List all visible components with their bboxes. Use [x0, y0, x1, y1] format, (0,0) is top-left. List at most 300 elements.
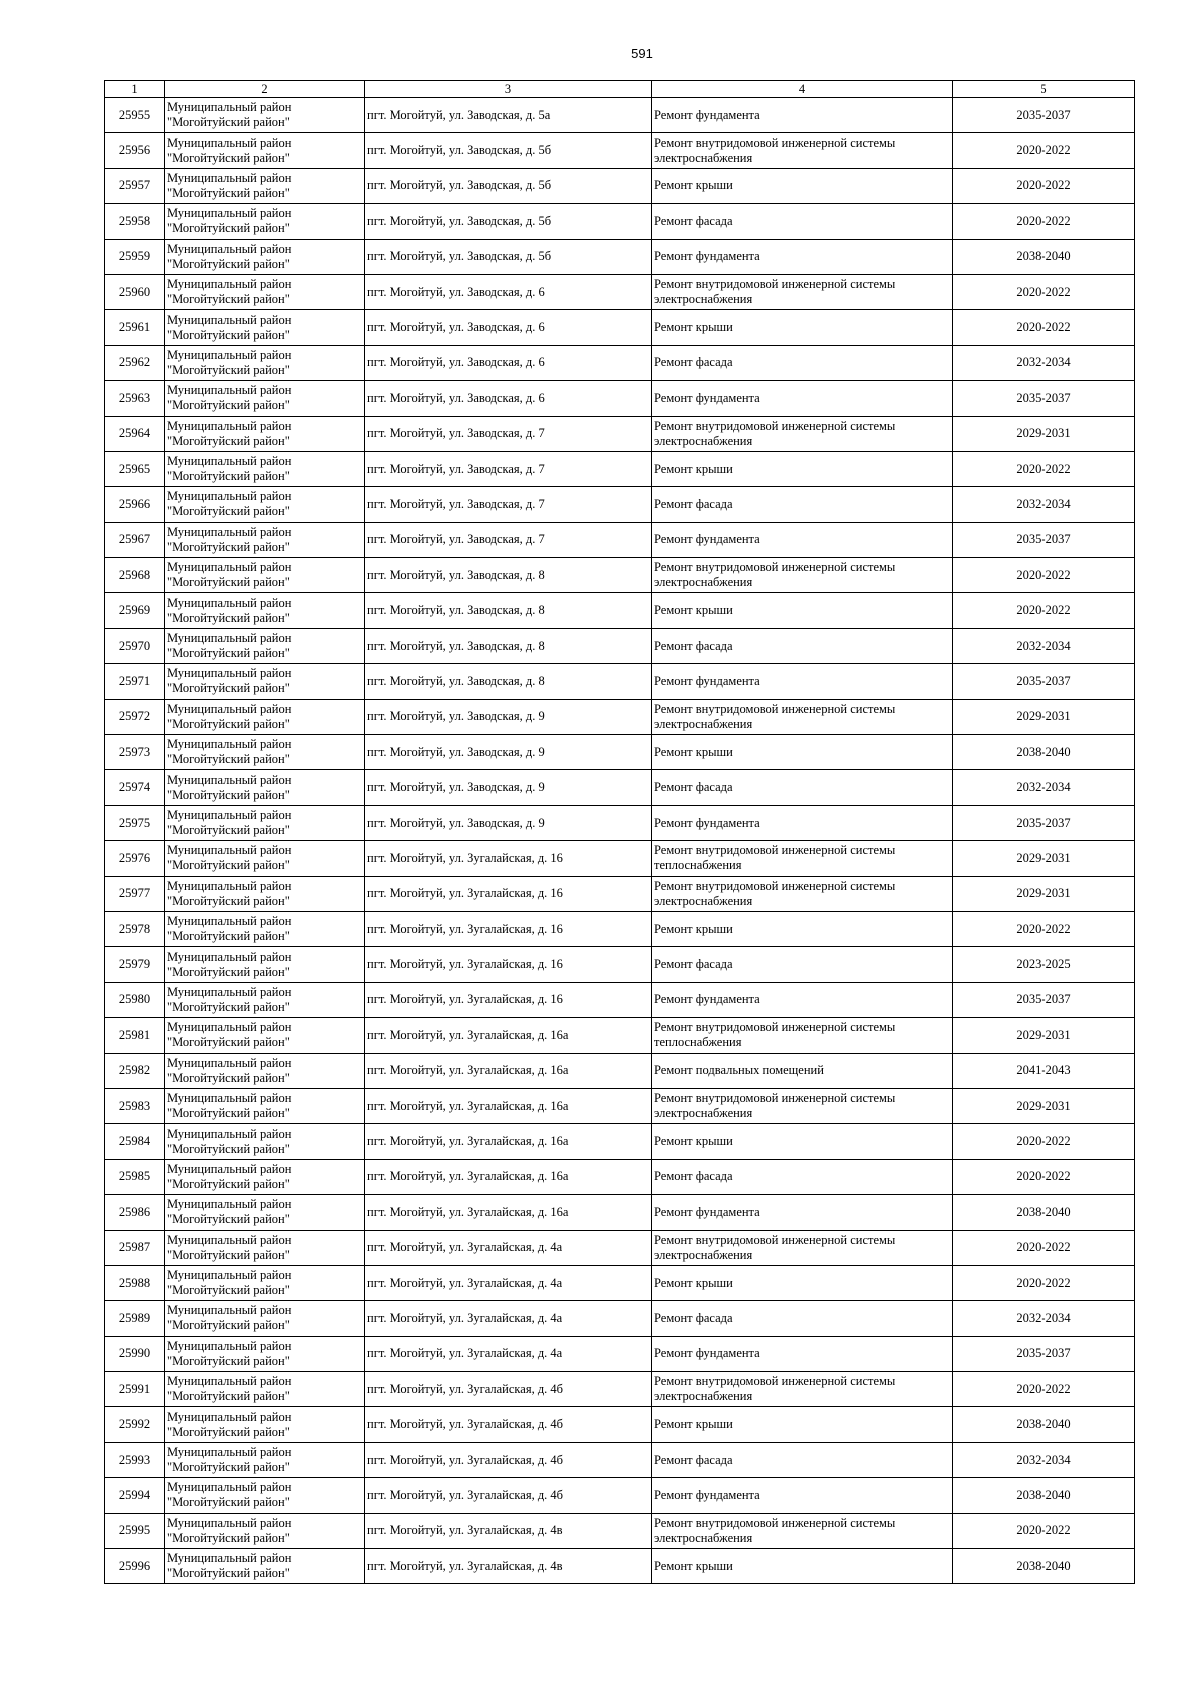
municipality-line: Муниципальный район: [167, 949, 292, 964]
municipality-cell: [165, 522, 365, 557]
municipality-name: "Могойтуйский район": [167, 787, 290, 802]
work-type-cell: Ремонт внутридомовой инженерной системы электроснабжения: [652, 1372, 953, 1407]
column-header: 2: [165, 81, 365, 98]
municipality-name: "Могойтуйский район": [167, 1495, 290, 1510]
table-row: [105, 98, 1135, 133]
address-cell: пгт. Могойтуй, ул. Зугалайская, д. 4в: [365, 1549, 652, 1584]
municipality-cell: [165, 381, 365, 416]
municipality-line: Муниципальный район: [167, 560, 292, 575]
table-row: [105, 310, 1135, 345]
municipality-line: Муниципальный район: [167, 454, 292, 469]
row-number-cell: 25985: [105, 1159, 165, 1194]
table-row: [105, 1265, 1135, 1300]
row-number-cell: 25992: [105, 1407, 165, 1442]
address-cell: пгт. Могойтуй, ул. Зугалайская, д. 16а: [365, 1018, 652, 1053]
period-cell: 2029-2031: [953, 699, 1135, 734]
row-number-cell: 25982: [105, 1053, 165, 1088]
municipality-line: Муниципальный район: [167, 1055, 292, 1070]
address-cell: пгт. Могойтуй, ул. Заводская, д. 8: [365, 593, 652, 628]
address-cell: пгт. Могойтуй, ул. Заводская, д. 8: [365, 664, 652, 699]
row-number-cell: 25957: [105, 168, 165, 203]
municipality-name: "Могойтуйский район": [167, 752, 290, 767]
work-type-cell: Ремонт крыши: [652, 310, 953, 345]
work-type-cell: Ремонт фундамента: [652, 381, 953, 416]
work-type-cell: Ремонт внутридомовой инженерной системы электроснабжения: [652, 1513, 953, 1548]
municipality-line: Муниципальный район: [167, 914, 292, 929]
address-cell: пгт. Могойтуй, ул. Зугалайская, д. 16а: [365, 1195, 652, 1230]
work-type-cell: Ремонт крыши: [652, 911, 953, 946]
row-number-cell: 25973: [105, 735, 165, 770]
municipality-name: "Могойтуйский район": [167, 1247, 290, 1262]
work-type-cell: Ремонт фундамента: [652, 239, 953, 274]
municipality-line: Муниципальный район: [167, 135, 292, 150]
row-number-cell: 25980: [105, 982, 165, 1017]
period-cell: 2020-2022: [953, 1230, 1135, 1265]
municipality-cell: [165, 699, 365, 734]
period-cell: 2029-2031: [953, 416, 1135, 451]
address-cell: пгт. Могойтуй, ул. Заводская, д. 6: [365, 381, 652, 416]
work-type-cell: Ремонт крыши: [652, 451, 953, 486]
work-type-cell: Ремонт внутридомовой инженерной системы электроснабжения: [652, 699, 953, 734]
table-row: [105, 1053, 1135, 1088]
work-type-cell: Ремонт фундамента: [652, 805, 953, 840]
municipality-name: "Могойтуйский район": [167, 469, 290, 484]
municipality-line: Муниципальный район: [167, 418, 292, 433]
work-type-cell: Ремонт внутридомовой инженерной системы электроснабжения: [652, 416, 953, 451]
row-number-cell: 25995: [105, 1513, 165, 1548]
row-number-cell: 25972: [105, 699, 165, 734]
municipality-cell: [165, 204, 365, 239]
municipality-cell: [165, 735, 365, 770]
period-cell: 2020-2022: [953, 1372, 1135, 1407]
municipality-cell: [165, 1159, 365, 1194]
row-number-cell: 25959: [105, 239, 165, 274]
table-row: [105, 345, 1135, 380]
address-cell: пгт. Могойтуй, ул. Заводская, д. 9: [365, 805, 652, 840]
work-type-cell: Ремонт фасада: [652, 947, 953, 982]
period-cell: 2035-2037: [953, 522, 1135, 557]
municipality-name: "Могойтуйский район": [167, 1283, 290, 1298]
municipality-line: Муниципальный район: [167, 524, 292, 539]
municipality-name: "Могойтуйский район": [167, 1070, 290, 1085]
address-cell: пгт. Могойтуй, ул. Зугалайская, д. 16: [365, 982, 652, 1017]
period-cell: 2032-2034: [953, 345, 1135, 380]
municipality-line: Муниципальный район: [167, 1020, 292, 1035]
municipality-name: "Могойтуйский район": [167, 115, 290, 130]
row-number-cell: 25969: [105, 593, 165, 628]
table-row: [105, 628, 1135, 663]
table-row: [105, 239, 1135, 274]
municipality-name: "Могойтуйский район": [167, 433, 290, 448]
column-header: 5: [953, 81, 1135, 98]
address-cell: пгт. Могойтуй, ул. Заводская, д. 9: [365, 735, 652, 770]
municipality-name: "Могойтуйский район": [167, 823, 290, 837]
municipality-cell: [165, 982, 365, 1017]
period-cell: 2035-2037: [953, 664, 1135, 699]
work-type-cell: Ремонт фундамента: [652, 98, 953, 133]
address-cell: пгт. Могойтуй, ул. Зугалайская, д. 4в: [365, 1513, 652, 1548]
municipality-line: Муниципальный район: [167, 1480, 292, 1495]
municipality-name: "Могойтуйский район": [167, 292, 290, 307]
period-cell: 2032-2034: [953, 1442, 1135, 1477]
row-number-cell: 25981: [105, 1018, 165, 1053]
work-type-cell: Ремонт крыши: [652, 735, 953, 770]
row-number-cell: 25968: [105, 558, 165, 593]
municipality-cell: [165, 1265, 365, 1300]
municipality-line: Муниципальный район: [167, 383, 292, 398]
table-row: [105, 1407, 1135, 1442]
period-cell: 2038-2040: [953, 1195, 1135, 1230]
municipality-line: Муниципальный район: [167, 772, 292, 787]
row-number-cell: 25958: [105, 204, 165, 239]
municipality-cell: [165, 1442, 365, 1477]
table-row: [105, 1159, 1135, 1194]
address-cell: пгт. Могойтуй, ул. Заводская, д. 5б: [365, 204, 652, 239]
row-number-cell: 25975: [105, 805, 165, 840]
municipality-name: "Могойтуйский район": [167, 1424, 290, 1439]
period-cell: 2029-2031: [953, 876, 1135, 911]
municipality-line: Муниципальный район: [167, 1161, 292, 1176]
table-row: [105, 416, 1135, 451]
work-type-cell: Ремонт внутридомовой инженерной системы электроснабжения: [652, 558, 953, 593]
period-cell: 2020-2022: [953, 274, 1135, 309]
work-type-cell: Ремонт крыши: [652, 1265, 953, 1300]
period-cell: 2029-2031: [953, 1018, 1135, 1053]
municipality-name: "Могойтуйский район": [167, 1460, 290, 1475]
period-cell: 2032-2034: [953, 628, 1135, 663]
row-number-cell: 25967: [105, 522, 165, 557]
table-row: [105, 1478, 1135, 1513]
period-cell: 2035-2037: [953, 805, 1135, 840]
municipality-line: Муниципальный район: [167, 170, 292, 185]
municipality-cell: [165, 274, 365, 309]
address-cell: пгт. Могойтуй, ул. Заводская, д. 9: [365, 699, 652, 734]
work-type-cell: Ремонт крыши: [652, 593, 953, 628]
municipality-name: "Могойтуйский район": [167, 1212, 290, 1227]
work-type-cell: Ремонт фундамента: [652, 522, 953, 557]
municipality-cell: [165, 1407, 365, 1442]
address-cell: пгт. Могойтуй, ул. Заводская, д. 9: [365, 770, 652, 805]
address-cell: пгт. Могойтуй, ул. Зугалайская, д. 4а: [365, 1265, 652, 1300]
table-row: [105, 274, 1135, 309]
address-cell: пгт. Могойтуй, ул. Зугалайская, д. 16: [365, 841, 652, 876]
row-number-cell: 25976: [105, 841, 165, 876]
period-cell: 2035-2037: [953, 98, 1135, 133]
period-cell: 2020-2022: [953, 911, 1135, 946]
table-row: [105, 876, 1135, 911]
address-cell: пгт. Могойтуй, ул. Зугалайская, д. 4б: [365, 1407, 652, 1442]
municipality-line: Муниципальный район: [167, 1551, 292, 1566]
page-number: 591: [631, 46, 653, 61]
municipality-cell: [165, 558, 365, 593]
municipality-name: "Могойтуйский район": [167, 1353, 290, 1368]
table-row: [105, 1018, 1135, 1053]
address-cell: пгт. Могойтуй, ул. Зугалайская, д. 16а: [365, 1053, 652, 1088]
municipality-line: Муниципальный район: [167, 737, 292, 752]
row-number-cell: 25991: [105, 1372, 165, 1407]
work-type-cell: Ремонт фасада: [652, 628, 953, 663]
municipality-cell: [165, 1372, 365, 1407]
municipality-line: Муниципальный район: [167, 312, 292, 327]
row-number-cell: 25989: [105, 1301, 165, 1336]
address-cell: пгт. Могойтуй, ул. Заводская, д. 6: [365, 345, 652, 380]
table-header-row: [105, 81, 1135, 98]
address-cell: пгт. Могойтуй, ул. Зугалайская, д. 4а: [365, 1301, 652, 1336]
municipality-name: "Могойтуйский район": [167, 362, 290, 377]
table-row: [105, 699, 1135, 734]
municipality-line: Муниципальный район: [167, 843, 292, 858]
capital-repair-table: [104, 80, 1135, 1584]
municipality-name: "Могойтуйский район": [167, 1176, 290, 1191]
row-number-cell: 25970: [105, 628, 165, 663]
work-type-cell: Ремонт внутридомовой инженерной системы электроснабжения: [652, 876, 953, 911]
municipality-name: "Могойтуйский район": [167, 929, 290, 944]
municipality-cell: [165, 98, 365, 133]
work-type-cell: Ремонт внутридомовой инженерной системы теплоснабжения: [652, 841, 953, 876]
municipality-name: "Могойтуйский район": [167, 610, 290, 625]
municipality-name: "Могойтуйский район": [167, 681, 290, 696]
municipality-name: "Могойтуйский район": [167, 504, 290, 519]
municipality-line: Муниципальный район: [167, 1338, 292, 1353]
row-number-cell: 25988: [105, 1265, 165, 1300]
municipality-line: Муниципальный район: [167, 1091, 292, 1106]
work-type-cell: Ремонт крыши: [652, 1407, 953, 1442]
municipality-cell: [165, 1124, 365, 1159]
work-type-cell: Ремонт фасада: [652, 204, 953, 239]
work-type-cell: Ремонт фундамента: [652, 982, 953, 1017]
municipality-line: Муниципальный район: [167, 1232, 292, 1247]
period-cell: 2035-2037: [953, 982, 1135, 1017]
address-cell: пгт. Могойтуй, ул. Заводская, д. 8: [365, 628, 652, 663]
table-row: [105, 735, 1135, 770]
work-type-cell: Ремонт крыши: [652, 1549, 953, 1584]
work-type-cell: Ремонт фасада: [652, 770, 953, 805]
municipality-cell: [165, 841, 365, 876]
table-row: [105, 1195, 1135, 1230]
address-cell: пгт. Могойтуй, ул. Зугалайская, д. 4а: [365, 1336, 652, 1371]
address-cell: пгт. Могойтуй, ул. Зугалайская, д. 4б: [365, 1442, 652, 1477]
period-cell: 2041-2043: [953, 1053, 1135, 1088]
period-cell: 2020-2022: [953, 1124, 1135, 1159]
municipality-line: Муниципальный район: [167, 1515, 292, 1530]
work-type-cell: Ремонт внутридомовой инженерной системы теплоснабжения: [652, 1018, 953, 1053]
row-number-cell: 25960: [105, 274, 165, 309]
municipality-cell: [165, 593, 365, 628]
municipality-name: "Могойтуйский район": [167, 256, 290, 271]
row-number-cell: 25963: [105, 381, 165, 416]
table-row: [105, 168, 1135, 203]
municipality-line: Муниципальный район: [167, 1445, 292, 1460]
work-type-cell: Ремонт фасада: [652, 487, 953, 522]
work-type-cell: Ремонт крыши: [652, 1124, 953, 1159]
work-type-cell: Ремонт фундамента: [652, 1478, 953, 1513]
municipality-line: Муниципальный район: [167, 1303, 292, 1318]
row-number-cell: 25990: [105, 1336, 165, 1371]
municipality-cell: [165, 947, 365, 982]
municipality-line: Муниципальный район: [167, 595, 292, 610]
row-number-cell: 25984: [105, 1124, 165, 1159]
municipality-name: "Могойтуйский район": [167, 185, 290, 200]
municipality-line: Муниципальный район: [167, 808, 292, 822]
municipality-line: Муниципальный район: [167, 1374, 292, 1389]
municipality-cell: [165, 310, 365, 345]
municipality-line: Муниципальный район: [167, 984, 292, 999]
address-cell: пгт. Могойтуй, ул. Заводская, д. 6: [365, 310, 652, 345]
work-type-cell: Ремонт фасада: [652, 345, 953, 380]
municipality-name: "Могойтуйский район": [167, 1141, 290, 1156]
period-cell: 2035-2037: [953, 381, 1135, 416]
address-cell: пгт. Могойтуй, ул. Заводская, д. 8: [365, 558, 652, 593]
municipality-cell: [165, 168, 365, 203]
municipality-name: "Могойтуйский район": [167, 575, 290, 590]
column-header: 4: [652, 81, 953, 98]
table-row: [105, 1442, 1135, 1477]
municipality-name: "Могойтуйский район": [167, 1106, 290, 1121]
work-type-cell: Ремонт фасада: [652, 1442, 953, 1477]
municipality-line: Муниципальный район: [167, 1268, 292, 1283]
table-row: [105, 1124, 1135, 1159]
work-type-cell: Ремонт внутридомовой инженерной системы электроснабжения: [652, 1230, 953, 1265]
table-row: [105, 133, 1135, 168]
municipality-line: Муниципальный район: [167, 489, 292, 504]
municipality-name: "Могойтуйский район": [167, 1530, 290, 1545]
table-row: [105, 1301, 1135, 1336]
municipality-name: "Могойтуйский район": [167, 964, 290, 979]
period-cell: 2020-2022: [953, 593, 1135, 628]
municipality-name: "Могойтуйский район": [167, 327, 290, 342]
municipality-cell: [165, 1230, 365, 1265]
address-cell: пгт. Могойтуй, ул. Зугалайская, д. 16а: [365, 1124, 652, 1159]
municipality-cell: [165, 664, 365, 699]
municipality-cell: [165, 876, 365, 911]
municipality-cell: [165, 1478, 365, 1513]
municipality-line: Муниципальный район: [167, 701, 292, 716]
municipality-cell: [165, 1053, 365, 1088]
municipality-cell: [165, 1513, 365, 1548]
municipality-name: "Могойтуйский район": [167, 1566, 290, 1581]
municipality-cell: [165, 1336, 365, 1371]
municipality-line: Муниципальный район: [167, 100, 292, 115]
table-body: [105, 98, 1135, 1584]
row-number-cell: 25971: [105, 664, 165, 699]
table-row: [105, 1372, 1135, 1407]
address-cell: пгт. Могойтуй, ул. Заводская, д. 5б: [365, 133, 652, 168]
table-row: [105, 982, 1135, 1017]
work-type-cell: Ремонт внутридомовой инженерной системы электроснабжения: [652, 133, 953, 168]
municipality-name: "Могойтуйский район": [167, 1318, 290, 1333]
address-cell: пгт. Могойтуй, ул. Заводская, д. 7: [365, 522, 652, 557]
municipality-name: "Могойтуйский район": [167, 150, 290, 165]
work-type-cell: Ремонт фундамента: [652, 664, 953, 699]
row-number-cell: 25974: [105, 770, 165, 805]
work-type-cell: Ремонт подвальных помещений: [652, 1053, 953, 1088]
row-number-cell: 25964: [105, 416, 165, 451]
municipality-line: Муниципальный район: [167, 241, 292, 256]
municipality-line: Муниципальный район: [167, 1197, 292, 1212]
table-row: [105, 204, 1135, 239]
row-number-cell: 25966: [105, 487, 165, 522]
address-cell: пгт. Могойтуй, ул. Заводская, д. 5а: [365, 98, 652, 133]
table-row: [105, 381, 1135, 416]
municipality-cell: [165, 628, 365, 663]
municipality-name: "Могойтуйский район": [167, 221, 290, 236]
municipality-line: Муниципальный район: [167, 1409, 292, 1424]
row-number-cell: 25962: [105, 345, 165, 380]
period-cell: 2032-2034: [953, 770, 1135, 805]
period-cell: 2020-2022: [953, 1513, 1135, 1548]
work-type-cell: Ремонт внутридомовой инженерной системы электроснабжения: [652, 1088, 953, 1123]
address-cell: пгт. Могойтуй, ул. Зугалайская, д. 4а: [365, 1230, 652, 1265]
municipality-cell: [165, 1088, 365, 1123]
period-cell: 2029-2031: [953, 1088, 1135, 1123]
period-cell: 2032-2034: [953, 487, 1135, 522]
table-row: [105, 911, 1135, 946]
row-number-cell: 25955: [105, 98, 165, 133]
address-cell: пгт. Могойтуй, ул. Зугалайская, д. 16: [365, 911, 652, 946]
period-cell: 2038-2040: [953, 239, 1135, 274]
period-cell: 2035-2037: [953, 1336, 1135, 1371]
work-type-cell: Ремонт крыши: [652, 168, 953, 203]
municipality-cell: [165, 1301, 365, 1336]
municipality-name: "Могойтуйский район": [167, 646, 290, 661]
municipality-name: "Могойтуйский район": [167, 999, 290, 1014]
municipality-cell: [165, 451, 365, 486]
period-cell: 2029-2031: [953, 841, 1135, 876]
period-cell: 2020-2022: [953, 310, 1135, 345]
municipality-cell: [165, 805, 365, 840]
period-cell: 2020-2022: [953, 451, 1135, 486]
table-row: [105, 487, 1135, 522]
period-cell: 2038-2040: [953, 1407, 1135, 1442]
table-row: [105, 558, 1135, 593]
work-type-cell: Ремонт внутридомовой инженерной системы электроснабжения: [652, 274, 953, 309]
row-number-cell: 25961: [105, 310, 165, 345]
address-cell: пгт. Могойтуй, ул. Зугалайская, д. 16: [365, 947, 652, 982]
municipality-line: Муниципальный район: [167, 1126, 292, 1141]
municipality-cell: [165, 416, 365, 451]
address-cell: пгт. Могойтуй, ул. Заводская, д. 6: [365, 274, 652, 309]
table-row: [105, 770, 1135, 805]
table-row: [105, 947, 1135, 982]
row-number-cell: 25956: [105, 133, 165, 168]
municipality-name: "Могойтуйский район": [167, 858, 290, 873]
address-cell: пгт. Могойтуй, ул. Зугалайская, д. 4б: [365, 1478, 652, 1513]
table-row: [105, 1549, 1135, 1584]
period-cell: 2020-2022: [953, 168, 1135, 203]
address-cell: пгт. Могойтуй, ул. Заводская, д. 7: [365, 487, 652, 522]
row-number-cell: 25983: [105, 1088, 165, 1123]
table-row: [105, 1230, 1135, 1265]
table-row: [105, 841, 1135, 876]
column-header: 3: [365, 81, 652, 98]
municipality-cell: [165, 133, 365, 168]
row-number-cell: 25986: [105, 1195, 165, 1230]
period-cell: 2020-2022: [953, 1265, 1135, 1300]
municipality-line: Муниципальный район: [167, 666, 292, 681]
row-number-cell: 25965: [105, 451, 165, 486]
table-row: [105, 451, 1135, 486]
municipality-name: "Могойтуйский район": [167, 398, 290, 413]
period-cell: 2020-2022: [953, 558, 1135, 593]
municipality-cell: [165, 1018, 365, 1053]
municipality-name: "Могойтуйский район": [167, 539, 290, 554]
table-row: [105, 522, 1135, 557]
work-type-cell: Ремонт фундамента: [652, 1336, 953, 1371]
municipality-line: Муниципальный район: [167, 631, 292, 646]
municipality-line: Муниципальный район: [167, 347, 292, 362]
municipality-cell: [165, 1195, 365, 1230]
row-number-cell: 25993: [105, 1442, 165, 1477]
